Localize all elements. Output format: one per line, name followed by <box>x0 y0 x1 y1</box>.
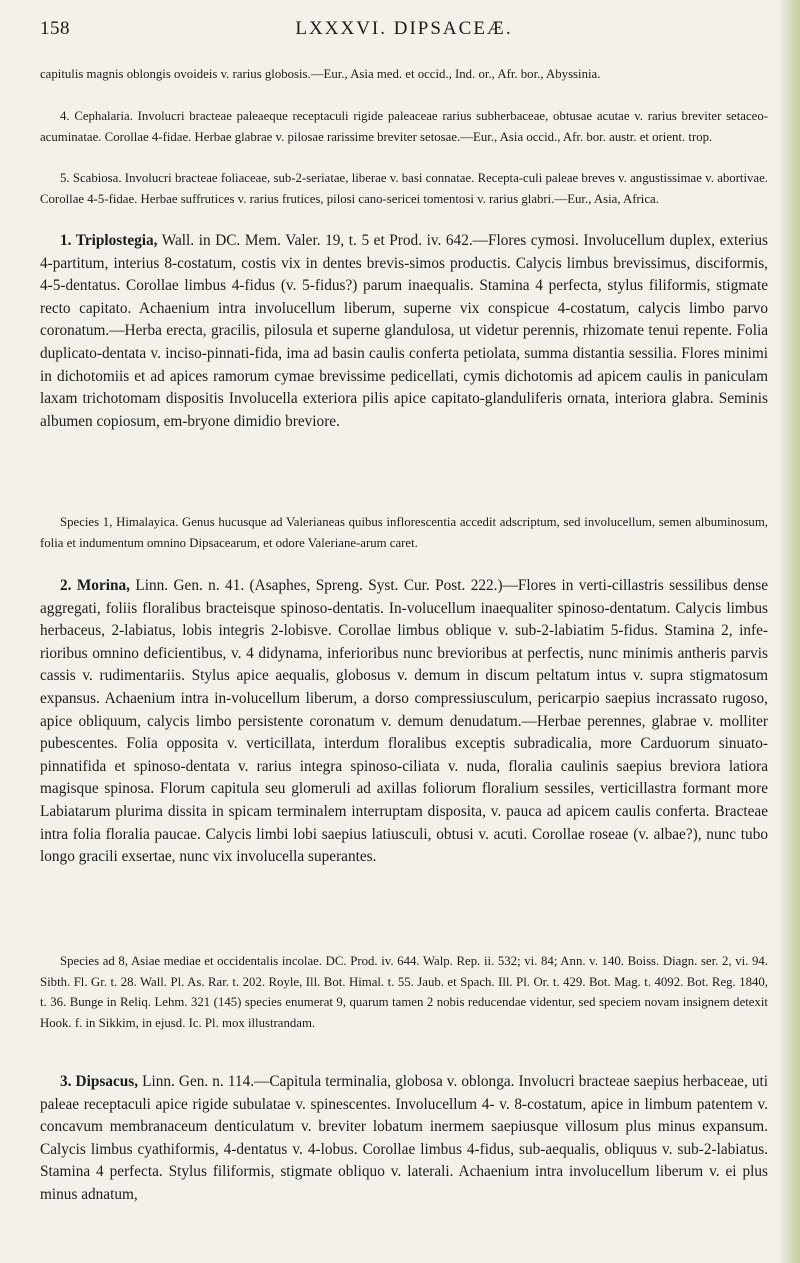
paragraph-text: Linn. Gen. n. 41. (Asaphes, Spreng. Syst. Cur. Post. 222.)—Flores in verti-cillastris sessilibus dense aggregati, foliis floralibus bracteisque spinoso-dentatis. In-volucellum inaequaliter spinoso-dentatum. Calycis limbus herbaceus, 2-labiatus, lobis integris 2-lobisve. Corollae limbus oblique v. sub-2-labiatim 5-fidus. Stamina 2, infe-rioribus omnino deficientibus, v. 4 didynama, inferioribus nunc brevioribus at perfectis, nunc minimis antheris parvis cassis v. rudimentariis. Stylus apice aequalis, globosus v. demum in discum peltatum intus v. supra stigmatosum expansus. Achaenium intra in-volucellum liberum, a dorso compressiusculum, pericarpio saepius incrassato rugoso, apice obliquum, calycis limbo persistente coronatum v. demum denudatum.—Herbae perennes, glabrae v. molliter pubescentes. Folia opposita v. verticillata, interdum floralibus exceptis subradicalia, more Carduorum sinuato-pinnatifida et spinoso-dentata v. rarius integra spinoso-ciliata v. nuda, floralia caulinis saepius breviora latiora magisque spinosa. Florum capitula seu glomeruli ad axillas foliorum floralium sessiles, verticillastra formant more Labiatarum plurima dissita in spicam terminalem interruptam disposita, v. pauca ad apicem caulis conferta. Bracteae intra folia floralia paucae. Calycis limbi lobi saepius latiusculi, obtusi v. acuti. Corollae roseae (v. albae?), nunc tubo longo gracili exsertae, nunc vix involucella superantes. <box>40 577 769 866</box>
paragraph-text: Species 1, Himalayica. Genus hucusque ad Valerianeas quibus inflorescentia accedit adscriptum, sed involucellum, semen albuminosum, folia et indumentum omnino Dipsacearum, et odore Valeriane-arum caret. <box>40 515 768 550</box>
paragraph-text: Species ad 8, Asiae mediae et occidentalis incolae. DC. Prod. iv. 644. Walp. Rep. ii. 532; vi. 84; Ann. v. 140. Boiss. Diagn. ser. 2, vi. 94. Sibth. Fl. Gr. t. 28. Wall. Pl. As. Rar. t. 202. Royle, Ill. Bot. Himal. t. 55. Jaub. et Spach. Ill. Pl. Or. t. 429. Bot. Mag. t. 4092. Bot. Reg. 1840, t. 36. Bunge in Reliq. Lehm. 321 (145) species enumerat 9, quarum tamen 2 nobis reducendae videntur, sed speciem novam insignem detexit Hook. f. in Sikkim, in ejusd. Ic. Pl. mox illustrandam. <box>40 954 768 1030</box>
paragraph <box>40 512 768 553</box>
genus-heading: 3. Dipsacus, <box>60 1073 139 1090</box>
paragraph <box>40 230 768 433</box>
paragraph <box>40 575 768 869</box>
paragraph <box>40 64 768 85</box>
paragraph-text: capitulis magnis oblongis ovoideis v. rarius globosis.—Eur., Asia med. et occid., Ind. or., Afr. bor., Abyssinia. <box>40 67 601 81</box>
book-spine-edge <box>780 0 800 1263</box>
paragraph <box>40 1071 768 1207</box>
paragraph-text: 5. Scabiosa. Involucri bracteae foliaceae, sub-2-seriatae, liberae v. basi connatae. Recepta-culi paleae breves v. angustissimae v. abortivae. Corollae 4-5-fidae. Herbae suffrutices v. rarius frutices, pilosi cano-sericei tomentosi v. rarius glabri.—Eur., Asia, Africa. <box>40 171 768 206</box>
paragraph <box>40 951 768 1033</box>
paragraph-text: Wall. in DC. Mem. Valer. 19, t. 5 et Prod. iv. 642.—Flores cymosi. Involucellum duplex, exterius 4-partitum, interius 8-costatum, costis vix in dentes brevis-simos productis. Calycis limbus brevissimus, disciformis, 4-5-dentatus. Corollae limbus 4-fidus (v. 5-fidus?) parum inaequalis. Stamina 4 perfecta, stylus filiformis, stigmate recto capitato. Achaenium intra involucellum liberum, superne vix conspicue 4-costatum, calycis limbo parvo coronatum.—Herba erecta, gracilis, pilosula et superne glandulosa, ut videtur perennis, rhizomate tenui repente. Folia duplicato-dentata v. inciso-pinnati-fida, ima ad basin caulis conferta petiolata, summa distantia sessilia. Flores minimi in dichotomiis et ad apices ramorum cymae brevissime pedicellati, cymis dichotomis ad apicem caulis in paniculam laxam trichotomam dispositis Involucella exteriora pilis apice capitato-glanduliferis ornata, interiora glabra. Seminis albumen copiosum, em-bryone dimidio breviore. <box>40 232 768 430</box>
running-head <box>40 18 768 44</box>
paragraph <box>40 106 768 147</box>
page-number: 158 <box>40 18 70 39</box>
running-title: LXXXVI. DIPSACEÆ. <box>295 18 513 39</box>
genus-heading: 2. Morina, <box>60 577 130 594</box>
genus-heading: 1. Triplostegia, <box>60 232 158 249</box>
paragraph-text: 4. Cephalaria. Involucri bracteae paleaeque receptaculi rigide paleaceae rarius subherbaceae, obtusae acutae v. rarius breviter setaceo-acuminatae. Corollae 4-fidae. Herbae glabrae v. pilosae rarissime breviter setosae.—Eur., Asia occid., Afr. bor. austr. et orient. trop. <box>40 109 768 144</box>
paragraph-text: Linn. Gen. n. 114.—Capitula terminalia, globosa v. oblonga. Involucri bracteae saepius herbaceae, uti paleae receptaculi apice rigide subulatae v. spinescentes. Involucellum 4- v. 8-costatum, apice in limbum patentem v. concavum membranaceum denticulatum v. breviter lobatum inermem saepiusque villosum plus minus expansum. Calycis limbus cyathiformis, 4-dentatus v. 4-lobus. Corollae limbus 4-fidus, sub-aequalis, obliquus v. sub-2-labiatus. Stamina 4 perfecta. Stylus filiformis, stigmate obliquo v. laterali. Achaenium intra involucellum liberum v. ei plus minus adnatum, <box>40 1073 768 1203</box>
paragraph <box>40 168 768 209</box>
